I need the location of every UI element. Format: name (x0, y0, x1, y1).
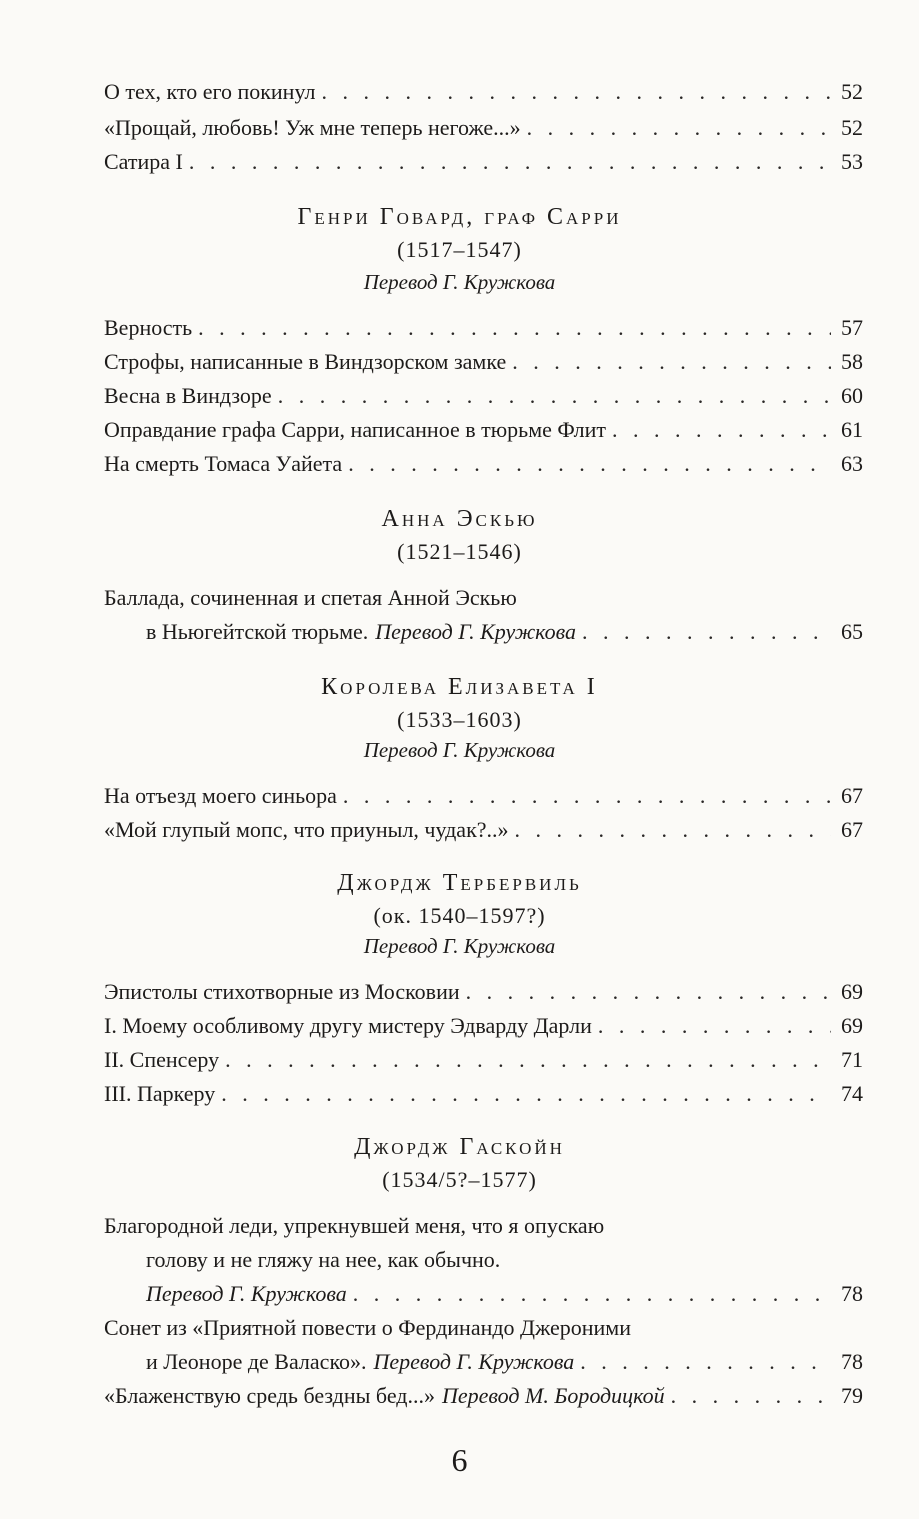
dot-leader (580, 1348, 831, 1376)
entry-page: 61 (841, 417, 863, 442)
entry-title: «Блаженствую средь бездны бед...» (104, 1383, 435, 1408)
entry-translator: Перевод Г. Кружкова (373, 1349, 575, 1374)
toc-entry (104, 382, 863, 410)
entry-title-line2: в Ньюгейтской тюрьме. (146, 619, 369, 644)
toc-entry (104, 1382, 863, 1410)
entry-title: Оправдание графа Сарри, написанное в тюрьме Флит (104, 417, 607, 442)
dot-leader (343, 782, 831, 810)
toc-entry (104, 148, 863, 176)
entry-page: 57 (841, 315, 863, 340)
entry-page: 65 (841, 619, 863, 644)
entry-page: 52 (841, 115, 863, 140)
author-heading: Генри Говард, граф Сарри (297, 204, 622, 230)
toc-entry (146, 1280, 863, 1308)
dot-leader (321, 78, 831, 106)
toc-entry (104, 314, 863, 342)
entry-page: 79 (841, 1383, 863, 1408)
author-dates: (1517–1547) (397, 237, 522, 262)
entry-page: 67 (841, 783, 863, 808)
entry-page: 67 (841, 817, 863, 842)
toc-entry (104, 114, 863, 142)
toc-entry (104, 450, 863, 478)
author-dates: (1534/5?–1577) (382, 1167, 537, 1192)
author-dates: (1521–1546) (397, 539, 522, 564)
toc-entry (104, 816, 863, 844)
translator-credit: Перевод Г. Кружкова (363, 270, 556, 294)
entry-page: 60 (841, 383, 863, 408)
toc-entry (104, 416, 863, 444)
translator-credit: Перевод Г. Кружкова (363, 738, 556, 762)
entry-title: Весна в Виндзоре (104, 383, 272, 408)
dot-leader (612, 416, 831, 444)
author-dates: (ок. 1540–1597?) (373, 903, 546, 928)
dot-leader (353, 1280, 831, 1308)
entry-title-line2: голову и не гляжу на нее, как обычно. (146, 1247, 501, 1272)
entry-title: «Мой глупый мопс, что приуныл, чудак?..» (104, 817, 509, 842)
entry-page: 69 (841, 979, 863, 1004)
entry-title: Эпистолы стихотворные из Московии (104, 979, 460, 1004)
entry-title-line2: и Леоноре де Валаско». (146, 1349, 367, 1374)
dot-leader (198, 314, 831, 342)
entry-title: На смерть Томаса Уайета (104, 451, 343, 476)
entry-title: О тех, кто его покинул (104, 79, 316, 104)
dot-leader (278, 382, 831, 410)
entry-page: 71 (841, 1047, 863, 1072)
toc-entry (104, 1080, 863, 1108)
entry-title: Верность (104, 315, 193, 340)
author-heading: Джордж Гаскойн (354, 1134, 565, 1160)
dot-leader (582, 618, 831, 646)
entry-translator: Перевод Г. Кружкова (146, 1281, 347, 1306)
entry-title: На отъезд моего синьора (104, 783, 337, 808)
dot-leader (348, 450, 831, 478)
author-heading: Королева Елизавета I (321, 674, 598, 700)
page-number: 6 (451, 1442, 468, 1478)
toc-entry (146, 618, 863, 646)
toc-entry (104, 978, 863, 1006)
dot-leader (189, 148, 831, 176)
dot-leader (466, 978, 831, 1006)
dot-leader (225, 1046, 831, 1074)
toc-entry (104, 1046, 863, 1074)
dot-leader (598, 1012, 831, 1040)
entry-title: Сатира I (104, 149, 183, 174)
author-dates: (1533–1603) (397, 707, 522, 732)
entry-page: 74 (841, 1081, 863, 1106)
entry-title: «Прощай, любовь! Уж мне теперь негоже...» (104, 115, 521, 140)
toc-entry (104, 782, 863, 810)
entry-page: 78 (841, 1281, 863, 1306)
entry-title: III. Паркеру (104, 1081, 216, 1106)
dot-leader (515, 816, 831, 844)
toc-entry (104, 1012, 863, 1040)
entry-title: I. Моему особливому другу мистеру Эдварду Дарли (104, 1013, 592, 1038)
entry-page: 69 (841, 1013, 863, 1038)
toc-entry (104, 348, 863, 376)
entry-translator: Перевод М. Бородицкой (442, 1383, 665, 1408)
entry-page: 63 (841, 451, 863, 476)
entry-title-line1: Благородной леди, упрекнувшей меня, что я опускаю (104, 1213, 605, 1238)
entry-page: 52 (841, 79, 863, 104)
entry-translator: Перевод Г. Кружкова (375, 619, 577, 644)
entry-page: 78 (841, 1349, 863, 1374)
author-heading: Джордж Тербервиль (337, 870, 582, 896)
entry-title-line1: Сонет из «Приятной повести о Фердинандо Джероними (104, 1315, 631, 1340)
author-heading: Анна Эскью (381, 506, 538, 532)
entry-page: 53 (841, 149, 863, 174)
dot-leader (527, 114, 831, 142)
toc-entry (104, 78, 863, 106)
entry-title: Строфы, написанные в Виндзорском замке (104, 349, 507, 374)
dot-leader (671, 1382, 831, 1410)
dot-leader (221, 1080, 831, 1108)
translator-credit: Перевод Г. Кружкова (363, 934, 556, 958)
entry-title: II. Спенсеру (104, 1047, 220, 1072)
entry-page: 58 (841, 349, 863, 374)
toc-entry (146, 1348, 863, 1376)
dot-leader (512, 348, 831, 376)
entry-title-line1: Баллада, сочиненная и спетая Анной Эскью (104, 585, 517, 610)
